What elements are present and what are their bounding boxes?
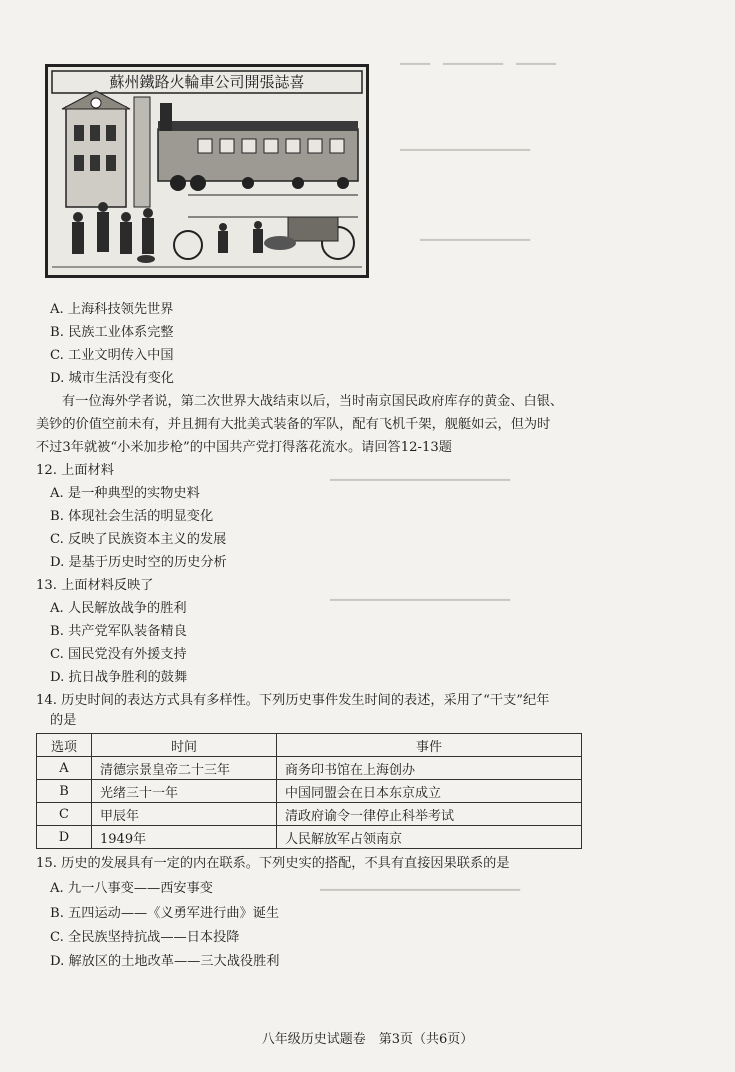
passage-line-1: 有一位海外学者说，第二次世界大战结束以后，当时南京国民政府库存的黄金、白银、 bbox=[62, 394, 564, 409]
table-header: 选项 bbox=[37, 734, 92, 757]
bleed-through-text: ▔▔▔▔▔▔▔▔▔▔▔▔▔▔▔▔▔▔▔▔ bbox=[320, 890, 520, 905]
q15-option-c: C. 全民族坚持抗战——日本投降 bbox=[50, 930, 240, 945]
table-row bbox=[37, 803, 582, 826]
train-scene-illustration bbox=[48, 67, 366, 275]
table-row bbox=[37, 826, 582, 849]
table-cell: 甲辰年 bbox=[92, 803, 277, 826]
q12-option-c: C. 反映了民族资本主义的发展 bbox=[50, 532, 227, 547]
table-row bbox=[37, 757, 582, 780]
table-cell: 商务印书馆在上海创办 bbox=[277, 757, 582, 780]
table-cell: 1949年 bbox=[92, 826, 277, 849]
q15-stem: 15. 历史的发展具有一定的内在联系。下列史实的搭配，不具有直接因果联系的是 bbox=[36, 856, 510, 871]
woodblock-illustration bbox=[45, 64, 369, 278]
table-cell: 光绪三十一年 bbox=[92, 780, 277, 803]
bleed-through-text: ▔▔▔▔▔▔▔▔▔▔▔ bbox=[420, 240, 530, 255]
bleed-through-text: ▔▔▔▔▔▔▔▔▔▔▔▔▔▔▔▔▔▔ bbox=[330, 600, 510, 615]
illustration-banner: 蘇州鐵路火輪車公司開張誌喜 bbox=[109, 73, 305, 91]
table-cell: A bbox=[37, 757, 92, 780]
passage-line-3: 不过3年就被“小米加步枪”的中国共产党打得落花流水。请回答12-13题 bbox=[36, 440, 452, 455]
bleed-through-text: ▔▔▔ ▔▔▔▔▔▔ ▔▔▔▔ bbox=[400, 64, 556, 79]
q13-stem: 13. 上面材料反映了 bbox=[36, 578, 154, 593]
table-cell: 清德宗景皇帝二十三年 bbox=[92, 757, 277, 780]
q15-option-a: A. 九一八事变——西安事变 bbox=[50, 881, 213, 896]
q11-option-a: A. 上海科技领先世界 bbox=[50, 302, 174, 317]
q13-option-d: D. 抗日战争胜利的鼓舞 bbox=[50, 670, 188, 685]
q15-option-d: D. 解放区的土地改革——三大战役胜利 bbox=[50, 954, 280, 969]
q14-stem-line-2: 的是 bbox=[50, 713, 77, 728]
q11-option-b: B. 民族工业体系完整 bbox=[50, 325, 174, 340]
q13-option-a: A. 人民解放战争的胜利 bbox=[50, 601, 187, 616]
table-cell: 中国同盟会在日本东京成立 bbox=[277, 780, 582, 803]
table-cell: 清政府谕令一律停止科举考试 bbox=[277, 803, 582, 826]
table-header: 时间 bbox=[92, 734, 277, 757]
page-footer: 八年级历史试题卷 第3页（共6页） bbox=[261, 1032, 474, 1047]
passage-line-2: 美钞的价值空前未有，并且拥有大批美式装备的军队，配有飞机千架，舰艇如云，但为时 bbox=[36, 417, 551, 432]
q13-option-c: C. 国民党没有外援支持 bbox=[50, 647, 187, 662]
table-cell: 人民解放军占领南京 bbox=[277, 826, 582, 849]
q13-option-b: B. 共产党军队装备精良 bbox=[50, 624, 187, 639]
table-cell: B bbox=[37, 780, 92, 803]
q11-option-c: C. 工业文明传入中国 bbox=[50, 348, 174, 363]
bleed-through-text: ▔▔▔▔▔▔▔▔▔▔▔▔▔▔▔▔▔▔ bbox=[330, 480, 510, 495]
table-header-row bbox=[37, 734, 582, 757]
table-cell: C bbox=[37, 803, 92, 826]
table-header: 事件 bbox=[277, 734, 582, 757]
table-row bbox=[37, 780, 582, 803]
q14-table bbox=[36, 733, 582, 849]
q12-option-d: D. 是基于历史时空的历史分析 bbox=[50, 555, 227, 570]
q14-stem-line-1: 14. 历史时间的表达方式具有多样性。下列历史事件发生时间的表述，采用了“干支”纪年 bbox=[36, 693, 550, 708]
q12-option-b: B. 体现社会生活的明显变化 bbox=[50, 509, 214, 524]
q12-stem: 12. 上面材料 bbox=[36, 463, 114, 478]
q12-option-a: A. 是一种典型的实物史料 bbox=[50, 486, 200, 501]
bleed-through-text: ▔▔▔▔▔▔▔▔▔▔▔▔▔ bbox=[400, 150, 530, 165]
table-cell: D bbox=[37, 826, 92, 849]
q15-option-b: B. 五四运动——《义勇军进行曲》诞生 bbox=[50, 906, 280, 921]
q11-option-d: D. 城市生活没有变化 bbox=[50, 371, 174, 386]
